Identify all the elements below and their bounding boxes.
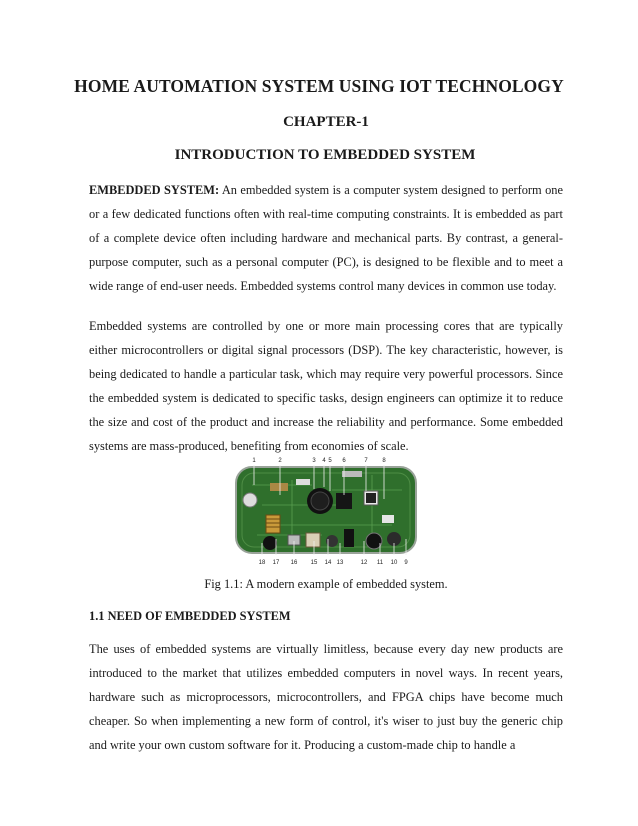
paragraph-body: An embedded system is a computer system designed to perform one or a few dedicated functions often with real-time computing constraints. It is embedded as part of a complete device often including hardware and mechanical parts. By contrast, a general-purpose computer, such as a personal computer (PC), is designed to be flexible and to meet a wide range of end-user needs. Embedded systems control many devices in common use today. <box>89 183 564 293</box>
figure-bottom-label-2: 16 <box>290 560 298 566</box>
board-chip <box>336 493 352 509</box>
figure-top-label-6: 7 <box>364 458 368 464</box>
figure-caption: Fig 1.1: A modern example of embedded system. <box>204 577 448 591</box>
figure-bottom-label-1: 17 <box>272 560 280 566</box>
figure-top-label-5: 6 <box>342 458 346 464</box>
figure-bottom-label-4: 14 <box>324 560 332 566</box>
paragraph-need-of-embedded-system: The uses of embedded systems are virtually limitless, because every day new products are introduced to the market that utilizes embedded computers in novel ways. In recent years, hardware such as microprocessors, microcontrollers, and FPGA chips have become much cheaper. So when implementing a new form of control, it's wiser to just buy the generic chip and write your own custom software for it. Producing a custom-made chip to handle a <box>89 642 563 752</box>
figure-bottom-label-3: 15 <box>310 560 318 566</box>
figure-top-labels <box>252 458 386 464</box>
section-heading: 1.1 NEED OF EMBEDDED SYSTEM <box>89 609 291 623</box>
paragraph-processing-cores: Embedded systems are controlled by one or more main processing cores that are typically either microcontrollers or digital signal processors (DSP). The key characteristic, however, is being dedicated to handle a particular task, which may require very powerful processors. Since the embedded system is dedicated to specific tasks, design engineers can optimize it to reduce the size and cost of the product and increase the reliability and performance. Some embedded systems are mass-produced, benefiting from economies of scale. <box>89 319 563 453</box>
figure-top-label-4: 5 <box>328 458 332 464</box>
chapter-number: CHAPTER-1 <box>283 114 369 130</box>
figure-bottom-label-9: 9 <box>404 560 408 566</box>
figure-top-label-7: 8 <box>382 458 386 464</box>
figure-bottom-label-0: 18 <box>258 560 266 566</box>
figure-top-label-2: 3 <box>312 458 316 464</box>
figure-bottom-label-5: 13 <box>336 560 344 566</box>
chapter-title: INTRODUCTION TO EMBEDDED SYSTEM <box>174 147 476 163</box>
embedded-board-figure <box>232 455 420 567</box>
paragraph-lead-term: EMBEDDED SYSTEM: <box>89 183 220 197</box>
figure-bottom-label-8: 10 <box>390 560 398 566</box>
document-title: HOME AUTOMATION SYSTEM USING IOT TECHNOLOGY <box>74 76 564 96</box>
figure-top-label-3: 4 <box>322 458 326 464</box>
figure-bottom-label-6: 12 <box>360 560 368 566</box>
figure-bottom-label-7: 11 <box>376 560 384 566</box>
paragraph-embedded-system-definition <box>89 178 563 298</box>
figure-bottom-labels <box>259 560 409 566</box>
figure-top-label-0: 1 <box>252 458 256 464</box>
figure-top-label-1: 2 <box>278 458 282 464</box>
